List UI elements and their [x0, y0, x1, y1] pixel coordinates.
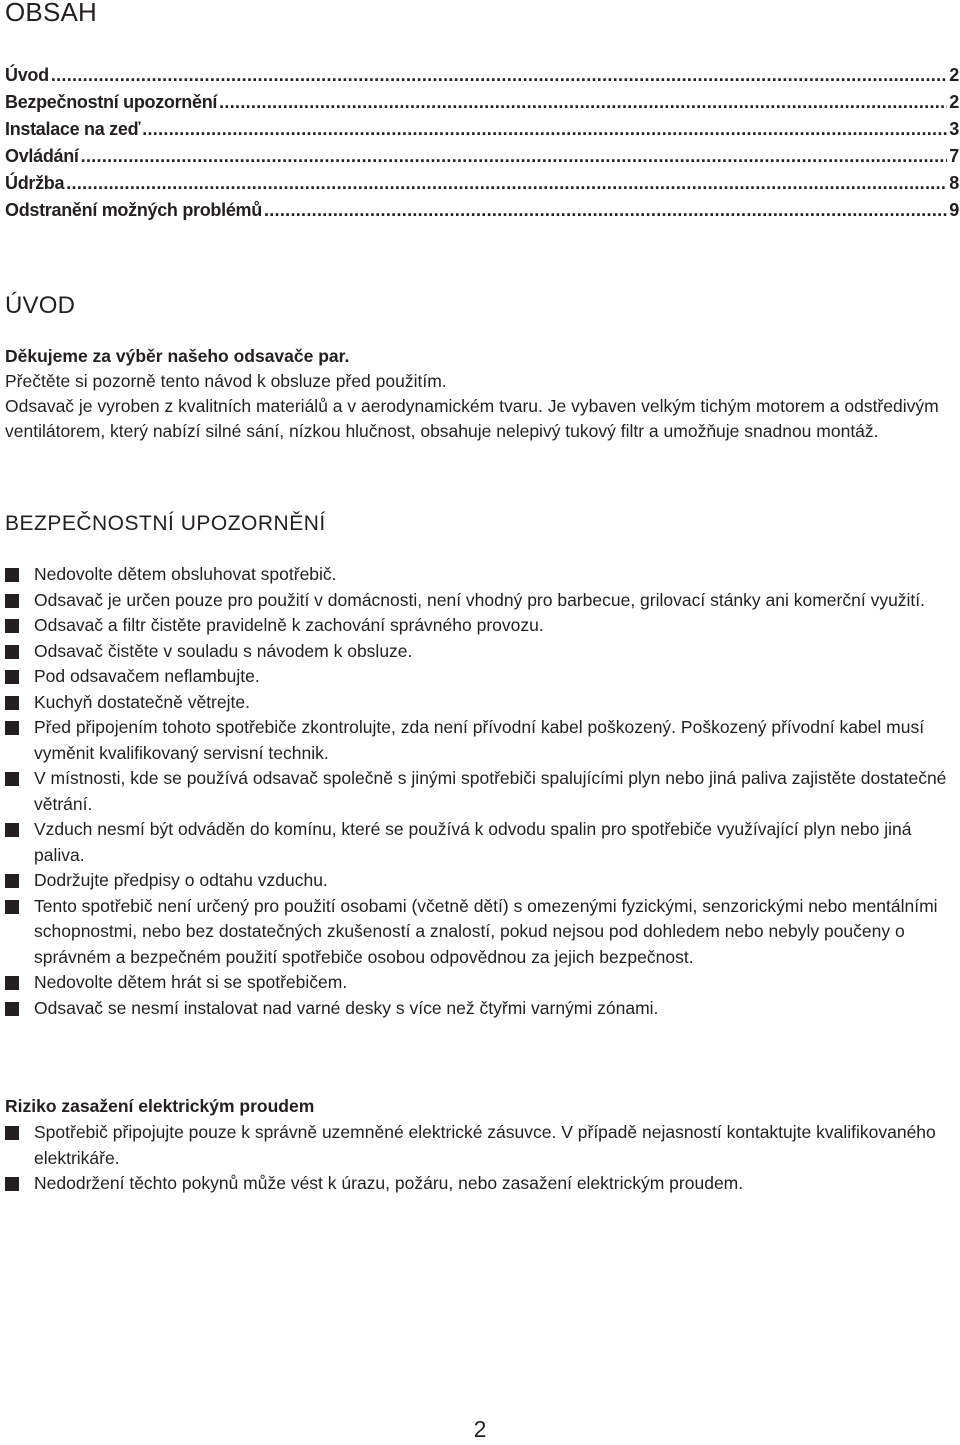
toc-entry-title: Ovládání: [5, 146, 79, 166]
intro-text: [5, 344, 955, 444]
bullet-square-icon: [5, 696, 19, 710]
list-item: [5, 766, 960, 817]
bullet-square-icon: [5, 721, 19, 735]
table-of-contents: [5, 62, 959, 224]
toc-entry-page: 8: [949, 173, 959, 193]
list-item: [5, 639, 960, 665]
list-item: [5, 690, 960, 716]
list-item: [5, 996, 960, 1022]
bullet-square-icon: [5, 874, 19, 888]
list-item: [5, 1120, 960, 1171]
list-item-text: Pod odsavačem neflambujte.: [34, 666, 260, 686]
bullet-square-icon: [5, 1177, 19, 1191]
list-item: [5, 894, 960, 971]
list-item-text: Odsavač se nesmí instalovat nad varné desky s více než čtyřmi varnými zónami.: [34, 997, 659, 1018]
bullet-square-icon: [5, 670, 19, 684]
intro-paragraph: Přečtěte si pozorně tento návod k obsluze před použitím.: [5, 371, 447, 391]
toc-leader-dots: [142, 116, 947, 143]
bullet-square-icon: [5, 619, 19, 633]
list-item: [5, 588, 960, 614]
page-number: 2: [473, 1416, 487, 1442]
safety-heading: BEZPEČNOSTNÍ UPOZORNĚNÍ: [5, 512, 326, 535]
bullet-square-icon: [5, 1126, 19, 1140]
toc-entry[interactable]: [5, 116, 959, 143]
list-item-text: Dodržujte předpisy o odtahu vzduchu.: [34, 870, 328, 890]
toc-entry-title: Odstranění možných problémů: [5, 200, 262, 220]
list-item: [5, 1171, 960, 1197]
bullet-square-icon: [5, 594, 19, 608]
toc-entry[interactable]: [5, 197, 959, 224]
list-item-text: Odsavač čistěte v souladu s návodem k obsluze.: [34, 640, 413, 661]
toc-entry-title: Údržba: [5, 173, 65, 193]
toc-entry[interactable]: [5, 89, 959, 116]
electric-risk-list: [5, 1120, 960, 1197]
list-item-text: Nedovolte dětem obsluhovat spotřebič.: [34, 564, 337, 584]
toc-entry-page: 3: [949, 119, 959, 139]
list-item-text: Před připojením tohoto spotřebiče zkontrolujte, zda není přívodní kabel poškozený. Poškozený přívodní kabel musí vyměnit kvalifikovaný servisní technik.: [34, 717, 925, 763]
toc-entry[interactable]: [5, 62, 959, 89]
toc-leader-dots: [51, 62, 947, 89]
intro-heading: ÚVOD: [5, 292, 76, 319]
toc-entry[interactable]: [5, 143, 959, 170]
toc-entry-page: 2: [949, 92, 959, 112]
toc-entry-title: Instalace na zeď: [5, 119, 141, 139]
contents-heading: OBSAH: [5, 0, 98, 27]
bullet-square-icon: [5, 1002, 19, 1016]
toc-leader-dots: [219, 89, 947, 116]
toc-entry[interactable]: [5, 170, 959, 197]
intro-lead: Děkujeme za výběr našeho odsavače par.: [5, 346, 350, 366]
list-item: [5, 817, 960, 868]
bullet-square-icon: [5, 823, 19, 837]
bullet-square-icon: [5, 976, 19, 990]
list-item-text: V místnosti, kde se používá odsavač společně s jinými spotřebiči spalujícími plyn nebo jiná paliva zajistěte dostatečné větrání.: [34, 768, 947, 814]
list-item-text: Nedodržení těchto pokynů může vést k úrazu, požáru, nebo zasažení elektrickým proudem.: [34, 1173, 744, 1193]
toc-leader-dots: [66, 170, 947, 197]
bullet-square-icon: [5, 772, 19, 786]
list-item: [5, 613, 960, 639]
list-item: [5, 970, 960, 996]
bullet-square-icon: [5, 568, 19, 582]
toc-entry-title: Úvod: [5, 65, 49, 85]
list-item: [5, 664, 960, 690]
toc-entry-page: 9: [949, 200, 959, 220]
bullet-square-icon: [5, 645, 19, 659]
list-item-text: Spotřebič připojujte pouze k správně uzemněné elektrické zásuvce. V případě nejasností kontaktujte kvalifikovaného elektrikáře.: [34, 1122, 936, 1168]
list-item-text: Kuchyň dostatečně větrejte.: [34, 691, 250, 712]
toc-entry-page: 7: [949, 146, 959, 166]
list-item: [5, 715, 960, 766]
list-item-text: Vzduch nesmí být odváděn do komínu, které se používá k odvodu spalin pro spotřebiče využívající plyn nebo jiná paliva.: [34, 819, 912, 865]
electric-risk-heading: Riziko zasažení elektrickým proudem: [5, 1096, 315, 1116]
list-item-text: Odsavač a filtr čistěte pravidelně k zachování správného provozu.: [34, 615, 544, 635]
toc-entry-title: Bezpečnostní upozornění: [5, 92, 218, 112]
toc-leader-dots: [264, 197, 947, 224]
list-item-text: Nedovolte dětem hrát si se spotřebičem.: [34, 972, 348, 992]
safety-list: [5, 562, 960, 1021]
list-item: [5, 562, 960, 588]
list-item-text: Odsavač je určen pouze pro použití v domácnosti, není vhodný pro barbecue, grilovací stánky ani komerční využití.: [34, 589, 926, 610]
list-item-text: Tento spotřebič není určený pro použití osobami (včetně dětí) s omezenými fyzickými, senzorickými nebo mentálními schopnostmi, nebo bez dostatečných zkušeností a znalostí, pokud nejsou pod dohledem nebo nebyly poučeny o správném a bezpečném použití spotřebiče osobou odpovědnou za jejich bezpečnost.: [34, 895, 938, 967]
list-item: [5, 868, 960, 894]
toc-entry-page: 2: [949, 65, 959, 85]
intro-paragraph: Odsavač je vyroben z kvalitních materiálů a v aerodynamickém tvaru. Je vybaven velkým tichým motorem a odstředivým ventilátorem, který nabízí silné sání, nízkou hlučnost, obsahuje nelepivý tukový filtr a umožňuje snadnou montáž.: [5, 396, 939, 441]
bullet-square-icon: [5, 900, 19, 914]
toc-leader-dots: [81, 143, 948, 170]
